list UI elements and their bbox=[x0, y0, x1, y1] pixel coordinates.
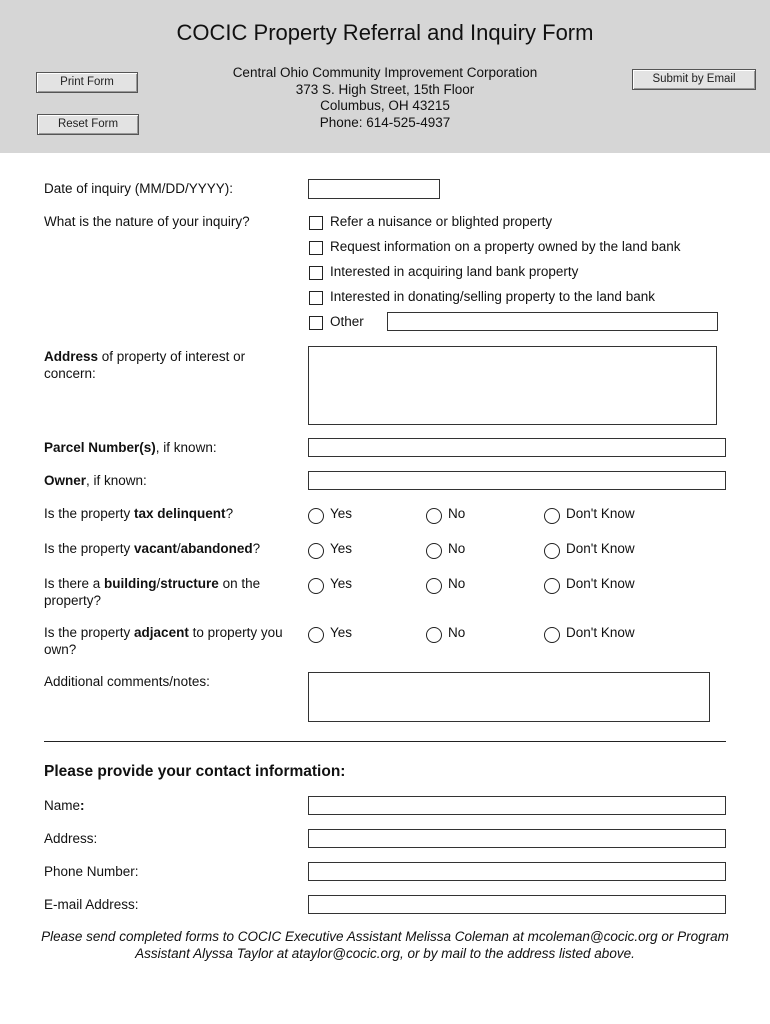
question-adjacent bbox=[44, 625, 284, 658]
q3-post: on the property? bbox=[44, 576, 261, 608]
q4-no-radio[interactable] bbox=[426, 627, 442, 643]
q1-post: ? bbox=[225, 506, 234, 521]
reset-form-button[interactable]: Reset Form bbox=[37, 114, 139, 135]
date-input[interactable] bbox=[308, 179, 440, 199]
q3-yes-radio[interactable] bbox=[308, 578, 324, 594]
question-vacant-abandoned bbox=[44, 541, 289, 558]
property-address-textarea[interactable] bbox=[308, 346, 717, 425]
q2-no-label: No bbox=[448, 541, 466, 556]
form-title: COCIC Property Referral and Inquiry Form bbox=[176, 20, 594, 45]
q1-yes-radio[interactable] bbox=[308, 508, 324, 524]
q3-mid: / bbox=[156, 576, 161, 591]
q4-yes-label: Yes bbox=[330, 625, 353, 640]
checkbox-nuisance[interactable] bbox=[309, 216, 323, 230]
property-address-label-bold: Address bbox=[44, 349, 99, 364]
parcel-label bbox=[44, 440, 217, 457]
q3-pre: Is there a bbox=[44, 576, 105, 591]
q3-no-label: No bbox=[448, 576, 466, 591]
contact-name-label-colon: : bbox=[80, 798, 85, 813]
contact-phone-label: Phone Number: bbox=[44, 864, 139, 879]
org-street: 373 S. High Street, 15th Floor bbox=[295, 81, 475, 97]
q4-bold: adjacent bbox=[134, 625, 189, 640]
q1-pre: Is the property bbox=[44, 506, 135, 521]
q3-dont-know-label: Don't Know bbox=[566, 576, 635, 591]
date-label: Date of inquiry (MM/DD/YYYY): bbox=[44, 181, 234, 196]
q2-no-radio[interactable] bbox=[426, 543, 442, 559]
contact-heading: Please provide your contact information: bbox=[44, 763, 346, 780]
nature-label: What is the nature of your inquiry? bbox=[44, 214, 250, 229]
q2-dont-know-radio[interactable] bbox=[544, 543, 560, 559]
checkbox-donating[interactable] bbox=[309, 291, 323, 305]
checkbox-other[interactable] bbox=[309, 316, 323, 330]
contact-email-input[interactable] bbox=[308, 895, 726, 914]
contact-address-input[interactable] bbox=[308, 829, 726, 848]
parcel-label-bold: Parcel Number(s) bbox=[44, 440, 156, 455]
print-form-button[interactable]: Print Form bbox=[36, 72, 138, 93]
q2-bold-1: vacant bbox=[134, 541, 177, 556]
checkbox-request-info[interactable] bbox=[309, 241, 323, 255]
contact-name-input[interactable] bbox=[308, 796, 726, 815]
property-address-label-rest: of property of interest or concern: bbox=[44, 349, 246, 381]
option-donating-label: Interested in donating/selling property to the land bank bbox=[330, 289, 655, 304]
q1-bold: tax delinquent bbox=[134, 506, 226, 521]
q1-yes-label: Yes bbox=[330, 506, 353, 521]
property-address-label bbox=[44, 349, 284, 382]
q1-dont-know-radio[interactable] bbox=[544, 508, 560, 524]
contact-address-label: Address: bbox=[44, 831, 98, 846]
q2-dont-know-label: Don't Know bbox=[566, 541, 635, 556]
org-name: Central Ohio Community Improvement Corporation bbox=[232, 65, 538, 80]
q2-yes-radio[interactable] bbox=[308, 543, 324, 559]
option-nuisance-label: Refer a nuisance or blighted property bbox=[330, 214, 553, 229]
option-acquiring-label: Interested in acquiring land bank property bbox=[330, 264, 579, 279]
q2-mid: / bbox=[176, 541, 181, 556]
comments-label: Additional comments/notes: bbox=[44, 674, 210, 689]
q3-no-radio[interactable] bbox=[426, 578, 442, 594]
q4-dont-know-radio[interactable] bbox=[544, 627, 560, 643]
other-input[interactable] bbox=[387, 312, 718, 331]
q3-dont-know-radio[interactable] bbox=[544, 578, 560, 594]
q4-yes-radio[interactable] bbox=[308, 627, 324, 643]
owner-input[interactable] bbox=[308, 471, 726, 490]
owner-label bbox=[44, 473, 147, 490]
q1-no-label: No bbox=[448, 506, 466, 521]
q4-no-label: No bbox=[448, 625, 466, 640]
q2-pre: Is the property bbox=[44, 541, 135, 556]
q3-bold-2: structure bbox=[160, 576, 219, 591]
org-phone: Phone: 614-525-4937 bbox=[319, 114, 451, 130]
checkbox-acquiring[interactable] bbox=[309, 266, 323, 280]
submit-by-email-button[interactable]: Submit by Email bbox=[632, 69, 756, 90]
q4-post: to property you own? bbox=[44, 625, 283, 657]
section-divider bbox=[44, 741, 726, 742]
q2-bold-2: abandoned bbox=[180, 541, 253, 556]
footer-note: Please send completed forms to COCIC Executive Assistant Melissa Coleman at mcoleman@cocic.org or Program Assistant Alyssa Taylor at ataylor@cocic.org, or by mail to the address listed above. bbox=[41, 929, 729, 961]
contact-phone-input[interactable] bbox=[308, 862, 726, 881]
option-request-info-label: Request information on a property owned by the land bank bbox=[330, 239, 681, 254]
question-tax-delinquent bbox=[44, 506, 289, 523]
q4-pre: Is the property bbox=[44, 625, 135, 640]
q1-dont-know-label: Don't Know bbox=[566, 506, 635, 521]
q1-no-radio[interactable] bbox=[426, 508, 442, 524]
organization-address-block bbox=[200, 65, 570, 131]
contact-email-label: E-mail Address: bbox=[44, 897, 139, 912]
q4-dont-know-label: Don't Know bbox=[566, 625, 635, 640]
comments-textarea[interactable] bbox=[308, 672, 710, 722]
parcel-input[interactable] bbox=[308, 438, 726, 457]
contact-name-label bbox=[44, 798, 85, 815]
owner-label-bold: Owner bbox=[44, 473, 87, 488]
option-other-label: Other bbox=[330, 314, 364, 329]
q2-yes-label: Yes bbox=[330, 541, 353, 556]
question-building-structure bbox=[44, 576, 274, 609]
q3-yes-label: Yes bbox=[330, 576, 353, 591]
contact-name-label-text: Name bbox=[44, 798, 81, 813]
q2-post: ? bbox=[252, 541, 261, 556]
q3-bold-1: building bbox=[104, 576, 157, 591]
parcel-label-rest: , if known: bbox=[155, 440, 217, 455]
owner-label-rest: , if known: bbox=[86, 473, 147, 488]
org-city: Columbus, OH 43215 bbox=[320, 98, 450, 113]
